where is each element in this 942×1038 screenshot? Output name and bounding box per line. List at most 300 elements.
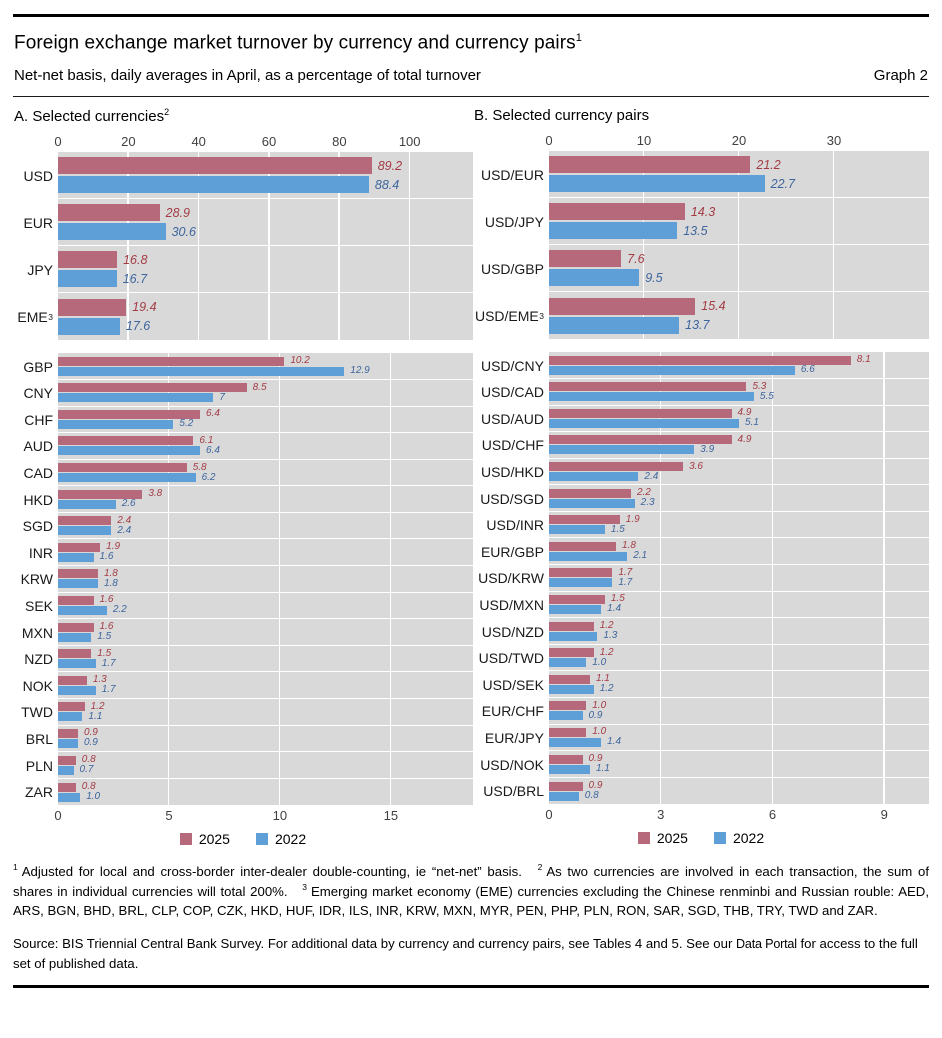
footnote: $^1$ Adjusted for local and cross-border inter-dealer double-counting, ie “net-net” basis. [13, 862, 528, 879]
chart-row [473, 618, 929, 645]
bar-line [58, 420, 473, 429]
chart-row [13, 380, 473, 407]
bar-line [58, 463, 473, 472]
bar-2025 [58, 357, 284, 366]
bar-2022 [58, 553, 94, 562]
y-axis-label: ZAR [25, 784, 53, 801]
category-band [549, 292, 929, 339]
footnote-marker: 2 [537, 862, 543, 873]
chart-row [473, 592, 929, 619]
bar-value-label: 28.9 [165, 205, 190, 220]
bar-2025 [549, 409, 732, 418]
bar-value-label: 1.8 [103, 577, 118, 589]
x-axis-tick: 0 [545, 133, 553, 149]
bar-value-label: 1.2 [599, 646, 614, 658]
y-axis-label: USD/JPY [484, 213, 544, 230]
footnote-marker: 3 [302, 882, 307, 893]
bar-value-label: 17.6 [125, 319, 151, 334]
footnotes [13, 861, 929, 920]
bar-2025 [58, 649, 91, 658]
bar-value-label: 1.9 [625, 513, 640, 525]
legend-swatch-2022 [714, 832, 726, 844]
header-divider [13, 96, 929, 97]
x-axis-tick: 10 [272, 808, 288, 824]
bar-2025 [549, 542, 616, 551]
graph-number-label: Graph 2 [873, 67, 928, 85]
bar-line [549, 472, 929, 481]
category-band [549, 645, 929, 672]
bar-value-label: 16.8 [123, 252, 148, 267]
bar-2022 [58, 446, 200, 455]
category-footnote-marker: 3 [48, 311, 53, 322]
bar-line [58, 176, 473, 193]
bar-2022 [549, 419, 739, 428]
bar-line [58, 579, 473, 588]
bar-value-label: 7 [219, 391, 225, 403]
bar-line [58, 606, 473, 615]
bar-2025 [549, 622, 594, 631]
category-band [58, 433, 473, 460]
y-axis-label: USD/INR [486, 517, 544, 534]
bar-2025 [58, 569, 98, 578]
bar-value-label: 6.6 [800, 364, 815, 376]
bar-2022 [58, 393, 213, 402]
bar-2022 [549, 765, 590, 774]
y-axis-label: HKD [23, 491, 53, 508]
bar-value-label: 0.8 [584, 790, 599, 802]
chart-row [13, 460, 473, 487]
panel-b [473, 105, 929, 847]
x-axis-tick: 3 [657, 807, 665, 823]
bar-line [549, 392, 929, 401]
y-axis-label: CAD [23, 465, 53, 481]
bar-2022 [549, 269, 639, 286]
bar-value-label: 1.0 [592, 699, 607, 711]
y-axis-label: USD/EME 3 [474, 307, 544, 324]
bar-2022 [549, 222, 677, 239]
bar-line [58, 367, 473, 376]
chart-row [473, 198, 929, 245]
chart-row [13, 433, 473, 460]
bar-2022 [549, 711, 583, 720]
bar-line [549, 648, 929, 657]
bar-2025 [549, 675, 590, 684]
bar-value-label: 5.5 [759, 390, 774, 402]
source-note: Source: BIS Triennial Central Bank Survey. For additional data by currency and currency pairs, see Tables 4 and 5. See our Data Portal for access to the full set of published data. [13, 935, 918, 971]
chart-row [473, 245, 929, 292]
bar-line [549, 203, 929, 220]
bar-value-label: 5.1 [744, 417, 759, 429]
bar-2022 [549, 175, 765, 192]
data-portal-link[interactable]: Data Portal [736, 936, 797, 951]
category-band [58, 619, 473, 646]
bar-2022 [549, 738, 601, 747]
bar-2022 [58, 659, 96, 668]
bar-2025 [58, 676, 87, 685]
bar-value-label: 5.2 [179, 418, 194, 430]
bar-line [58, 793, 473, 802]
bar-2025 [549, 515, 620, 524]
chart-row [473, 459, 929, 486]
bar-line [58, 623, 473, 632]
category-band [549, 352, 929, 379]
bar-2022 [549, 552, 627, 561]
bar-value-label: 89.2 [377, 158, 403, 173]
bar-2022 [58, 766, 74, 775]
panel-a-title-text: A. Selected currencies [14, 108, 165, 126]
chart-row [13, 566, 473, 593]
bar-2022 [549, 578, 612, 587]
footnote-marker: 1 [13, 862, 18, 873]
bar-2025 [58, 157, 372, 174]
bar-2025 [58, 702, 85, 711]
category-band [549, 245, 929, 292]
bar-value-label: 22.7 [770, 176, 795, 191]
bar-2022 [58, 420, 173, 429]
bar-value-label: 1.2 [599, 620, 614, 632]
category-band [549, 618, 929, 645]
bar-value-label: 4.9 [737, 407, 752, 419]
bar-value-label: 6.2 [201, 471, 216, 483]
legend-item-2022 [256, 831, 306, 847]
bar-line [549, 462, 929, 471]
legend-label-2025: 2025 [656, 830, 688, 847]
category-band [549, 592, 929, 619]
bar-2022 [58, 633, 91, 642]
legend-label-2022: 2022 [274, 831, 307, 848]
bar-line [58, 446, 473, 455]
bar-value-label: 1.7 [618, 566, 633, 578]
bar-value-label: 2.2 [636, 487, 651, 499]
bar-line [549, 685, 929, 694]
legend-swatch-2025 [638, 832, 650, 844]
chart-row [13, 672, 473, 699]
bar-2025 [549, 489, 631, 498]
category-band [58, 566, 473, 593]
category-band [549, 459, 929, 486]
y-axis-label: SEK [24, 597, 53, 614]
y-axis-label: CHF [24, 411, 53, 428]
y-axis-label: USD/HKD [480, 464, 544, 480]
bar-2025 [58, 383, 247, 392]
plot-area [473, 151, 929, 339]
category-band [58, 593, 473, 620]
x-axis-tick: 0 [545, 807, 553, 823]
bar-line [58, 676, 473, 685]
legend-item-2025 [638, 830, 688, 846]
category-band [58, 199, 473, 246]
x-axis-tick: 15 [383, 808, 399, 824]
chart-row [473, 538, 929, 565]
bar-value-label: 1.6 [99, 621, 114, 633]
category-band [549, 198, 929, 245]
bar-value-label: 3.8 [148, 488, 163, 500]
category-band [58, 752, 473, 779]
bar-value-label: 10.2 [290, 355, 310, 367]
bar-2022 [58, 473, 196, 482]
category-band [58, 486, 473, 513]
chart-row [473, 565, 929, 592]
y-axis-label: USD/TWD [478, 650, 544, 667]
bar-line [549, 175, 929, 192]
category-band [58, 646, 473, 673]
bar-2022 [58, 739, 78, 748]
y-axis-label: USD/KRW [478, 570, 544, 587]
chart-row [13, 726, 473, 753]
bar-line [58, 318, 473, 335]
bar-line [58, 383, 473, 392]
chart-row [13, 619, 473, 646]
chart-a-top [13, 133, 473, 340]
bar-value-label: 6.4 [206, 408, 220, 420]
y-axis-label: NOK [22, 677, 53, 694]
bar-value-label: 1.1 [88, 710, 103, 722]
bar-2025 [549, 755, 583, 764]
bar-value-label: 5.3 [752, 380, 767, 392]
chart-row [13, 539, 473, 566]
legend-panel-a [13, 824, 473, 847]
bar-2025 [58, 729, 78, 738]
bar-2022 [549, 366, 795, 375]
bar-value-label: 1.3 [603, 630, 618, 642]
bar-2022 [549, 605, 601, 614]
bar-line [549, 366, 929, 375]
category-band [549, 538, 929, 565]
y-axis-label: USD/SGD [480, 490, 544, 507]
bar-line [58, 633, 473, 642]
bar-2025 [58, 251, 117, 268]
x-axis [545, 132, 929, 149]
legend-label-2025: 2025 [198, 831, 230, 848]
bar-line [549, 269, 929, 286]
bar-value-label: 0.9 [83, 737, 98, 749]
bar-value-label: 1.0 [86, 791, 101, 803]
bar-value-label: 6.4 [206, 444, 220, 456]
category-band [58, 293, 473, 340]
chart-row [473, 751, 929, 778]
x-axis [545, 806, 929, 823]
bar-line [58, 702, 473, 711]
bar-2025 [549, 462, 683, 471]
bar-line [58, 659, 473, 668]
y-axis-label: USD/BRL [483, 783, 544, 800]
bar-line [549, 701, 929, 710]
legend-item-2022 [714, 830, 764, 846]
bar-value-label: 1.9 [106, 541, 121, 553]
y-axis-label: USD/CNY [480, 357, 544, 374]
bar-line [58, 756, 473, 765]
bar-2022 [549, 685, 594, 694]
bar-value-label: 0.9 [588, 753, 603, 765]
y-axis-label: USD/MXN [479, 596, 544, 613]
bar-2022 [58, 606, 107, 615]
bar-value-label: 6.1 [199, 434, 214, 446]
bar-2025 [58, 204, 160, 221]
category-band [549, 406, 929, 433]
chart-row [473, 406, 929, 433]
bar-line [58, 739, 473, 748]
x-axis-tick: 100 [398, 134, 421, 150]
bar-value-label: 30.6 [171, 224, 196, 239]
bar-line [549, 728, 929, 737]
bar-line [58, 526, 473, 535]
x-axis-tick: 0 [54, 134, 62, 150]
y-axis-label: KRW [20, 571, 53, 588]
chart-b-bottom [473, 352, 929, 823]
bar-line [549, 738, 929, 747]
bar-line [58, 553, 473, 562]
bar-2025 [549, 250, 621, 267]
category-band [58, 699, 473, 726]
category-band [549, 565, 929, 592]
chart-row [13, 152, 473, 199]
bar-value-label: 0.9 [83, 727, 98, 739]
chart-row [473, 352, 929, 379]
x-axis [54, 133, 473, 150]
bar-value-label: 15.4 [701, 299, 726, 314]
bar-2022 [58, 500, 116, 509]
category-band [549, 751, 929, 778]
bar-2025 [58, 463, 187, 472]
bar-value-label: 1.7 [618, 576, 633, 588]
y-axis-label: USD/EUR [480, 166, 544, 183]
bar-line [58, 569, 473, 578]
chart-panels [13, 105, 929, 847]
bar-value-label: 1.8 [103, 567, 118, 579]
bar-line [549, 435, 929, 444]
bar-value-label: 8.1 [856, 354, 871, 366]
bar-line [58, 223, 473, 240]
bar-2025 [549, 382, 746, 391]
x-axis-tick: 9 [880, 807, 888, 823]
bar-value-label: 2.1 [633, 550, 648, 562]
bar-line [58, 766, 473, 775]
bar-value-label: 1.0 [592, 726, 607, 738]
x-axis-tick: 0 [54, 808, 62, 824]
bar-value-label: 0.9 [588, 709, 603, 721]
bar-line [58, 270, 473, 287]
category-band [549, 379, 929, 406]
bar-value-label: 1.0 [592, 656, 607, 668]
bar-value-label: 1.5 [97, 631, 112, 643]
bar-value-label: 1.7 [101, 684, 116, 696]
bar-2022 [58, 793, 80, 802]
chart-row [473, 671, 929, 698]
chart-row [473, 512, 929, 539]
bar-value-label: 1.6 [99, 594, 114, 606]
bar-value-label: 1.4 [607, 603, 622, 615]
panel-b-title-text: B. Selected currency pairs [473, 107, 650, 125]
chart-row [13, 699, 473, 726]
bar-value-label: 2.3 [640, 497, 655, 509]
chart-row [13, 593, 473, 620]
legend-swatch-2022 [256, 833, 268, 845]
page-subtitle: Net-net basis, daily averages in April, as a percentage of total turnover [14, 67, 481, 85]
x-axis-tick: 60 [261, 134, 277, 150]
bar-2022 [58, 176, 369, 193]
bar-value-label: 9.5 [645, 270, 663, 285]
bar-line [549, 578, 929, 587]
bar-line [549, 409, 929, 418]
chart-row [13, 199, 473, 246]
bar-value-label: 1.4 [607, 736, 622, 748]
x-axis-tick: 80 [332, 134, 347, 150]
bar-value-label: 0.7 [79, 764, 94, 776]
category-band [549, 432, 929, 459]
bar-2022 [549, 525, 605, 534]
bar-line [549, 525, 929, 534]
chart-row [13, 407, 473, 434]
bar-line [58, 410, 473, 419]
bar-value-label: 1.1 [595, 763, 610, 775]
y-axis-label: USD/NOK [480, 756, 544, 773]
category-band [549, 512, 929, 539]
bar-value-label: 1.3 [92, 674, 107, 686]
bar-line [549, 792, 929, 801]
bar-value-label: 8.5 [252, 381, 267, 393]
bar-value-label: 1.5 [610, 523, 625, 535]
bar-line [58, 393, 473, 402]
bar-2025 [549, 701, 586, 710]
panel-a-footnote-marker: 2 [164, 107, 170, 118]
bar-line [549, 542, 929, 551]
bar-line [58, 490, 473, 499]
bar-2022 [58, 270, 117, 287]
chart-row [473, 151, 929, 198]
bar-2022 [58, 579, 98, 588]
y-axis-label: INR [28, 544, 53, 561]
bar-value-label: 0.9 [588, 780, 603, 792]
bar-value-label: 1.5 [97, 647, 112, 659]
bar-value-label: 3.9 [700, 443, 715, 455]
bar-2022 [549, 632, 597, 641]
y-axis-label: USD/AUD [480, 410, 544, 427]
title-footnote-marker: 1 [575, 32, 582, 44]
bar-2025 [58, 783, 76, 792]
y-axis-label: USD/CHF [481, 437, 544, 454]
bar-value-label: 2.4 [644, 470, 659, 482]
y-axis-label: USD/SEK [482, 676, 544, 693]
bar-2022 [549, 792, 579, 801]
bar-line [549, 765, 929, 774]
category-band [58, 246, 473, 293]
chart-row [473, 292, 929, 339]
bar-line [58, 436, 473, 445]
y-axis-label: MXN [21, 624, 53, 641]
bar-value-label: 0.8 [81, 781, 96, 793]
footnote: $^3$ Emerging market economy (EME) currencies excluding the Chinese renminbi and Russian rouble: AED, ARS, BGN, BHD, BRL, CLP, COP, CZK, HKD, HUF, IDR, ILS, INR, KRW, MXN, MYR, PEN, PHP, PLN, RON, SAR, SGD, THB, TRY, TWD and ZAR. [13, 882, 929, 919]
category-band [549, 151, 929, 198]
bar-2025 [549, 156, 750, 173]
bar-value-label: 1.5 [610, 593, 625, 605]
bar-line [58, 783, 473, 792]
bar-2025 [58, 756, 76, 765]
category-band [549, 778, 929, 805]
bar-line [549, 605, 929, 614]
chart-row [473, 645, 929, 672]
y-axis-label: PLN [25, 757, 53, 774]
plot-area [473, 352, 929, 804]
bar-2025 [549, 648, 594, 657]
y-axis-label: EUR/GBP [480, 543, 544, 560]
bar-line [58, 357, 473, 366]
bar-value-label: 13.5 [683, 223, 708, 238]
bar-line [549, 595, 929, 604]
x-axis-tick: 10 [636, 133, 652, 149]
bar-2022 [549, 317, 679, 334]
panel-a [13, 105, 473, 847]
bar-value-label: 14.3 [690, 204, 716, 219]
